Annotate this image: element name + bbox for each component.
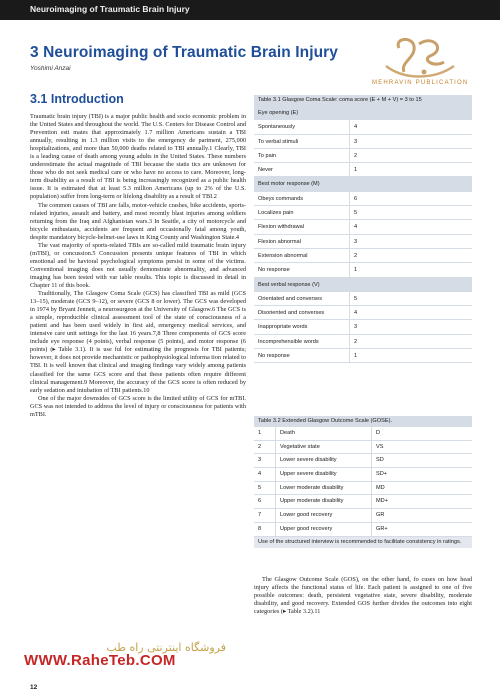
table-caption: Table 3.1 Glasgow Coma Scale: coma score (E + M + V) = 3 to 15: [254, 95, 472, 106]
table-row: 2 Vegetative state VS: [254, 441, 472, 455]
body-text-left: [30, 113, 246, 419]
paragraph: The common causes of TBI are falls, motor-vehicle crashes, bike accidents, sports-related injuries, assault and battery, and most recently blast injuries among soldiers returning from the Iraq and Afghanistan wars.3 In Seattle, a city of motorcycle and bicycle enthusiasts, accidents are frequent and occasionally fatal among youth, despite mandatory bicycle-helmet-use laws in King County and Washington State.4: [30, 201, 246, 241]
chapter-title: 3 Neuroimaging of Traumatic Brain Injury: [30, 44, 339, 61]
table-row: Disoriented and converses 4: [254, 306, 472, 320]
body-text-right: [254, 576, 472, 616]
chapter-author: Yoshimi Anzai: [30, 65, 71, 72]
table-row: Spontaneously 4: [254, 120, 472, 134]
table-row: To pain 2: [254, 149, 472, 163]
page-number: 12: [30, 684, 38, 691]
paragraph: Traumatic brain injury (TBI) is a major public health and socio economic problem in the United States and throughout the world. The U.S. Centers for Disease Control and Prevention esti mates that approximately 1.7 million Americans sustain a TBI annually, resulting in 1.3 million visits to the emergency de partment, 275,000 hospitalizations, and more than 50,000 deaths related to TBI annually.1 Clearly, TBI is a leading cause of death among young adults in the United States. These numbers underestimate the actual magnitude of TBI because the statis tics are unknown for those who do not seek medical care or who have no access to care. Moreover, long-term disability as a result of TBI is being increasingly recognized as a public health issue. It is estimated that at least 5.3 million Americans (up to 2% of the U.S. population) suffer from long-term or lifelong disability as a result of TBI.2: [30, 113, 246, 201]
table-row: Flexion abnormal 3: [254, 235, 472, 249]
table-row: 4 Upper severe disability SD+: [254, 468, 472, 482]
table-row: To verbal stimuli 3: [254, 135, 472, 149]
table-row: 1 Death D: [254, 427, 472, 441]
table-row: 3 Lower severe disability SD: [254, 454, 472, 468]
running-header-bar: [0, 0, 500, 20]
table-glasgow-coma-scale: [254, 95, 472, 363]
table-group-heading: Best motor response (M): [254, 177, 472, 191]
table-row: Incomprehensible words 2: [254, 335, 472, 349]
section-title: 3.1 Introduction: [30, 92, 124, 106]
table-row: Obeys commands 6: [254, 192, 472, 206]
table-row: No response 1: [254, 349, 472, 363]
table-row: Orientated and converses 5: [254, 292, 472, 306]
table-caption: Table 3.2 Extended Glasgow Outcome Scale (GOSE).: [254, 416, 472, 427]
running-header-title: Neuroimaging of Traumatic Brain Injury: [30, 4, 190, 14]
table-row: Never 1: [254, 163, 472, 177]
logo-lettering: MEHRAVIN PUBLICATION: [372, 80, 469, 86]
watermark-persian-text: فروشگاه اینترنتی راه طب: [106, 641, 226, 654]
paragraph: One of the major downsides of GCS score is the limited utility of GCS for mTBI. GCS was not intended to address the level of injury or consciousness for patients with mTBI.: [30, 394, 246, 418]
table-row: 8 Upper good recovery GR+: [254, 523, 472, 537]
table-row: Localizes pain 5: [254, 206, 472, 220]
table-row: Inappropriate words 3: [254, 320, 472, 334]
paragraph: The vast majority of sports-related TBIs are so-called mild traumatic brain injury (mTBI), or concussion.5 Concussion presents unique features of TBI in which emotional and be havioral psychological symptoms persist in some of the victims. Conventional imaging does not usually demonstrate abnormality, and advanced imaging has been tested with var iable results. This topic is discussed in detail in Chapter 11 of this book.: [30, 241, 246, 289]
table-row: Flexion withdrawal 4: [254, 220, 472, 234]
table-group-heading: Eye opening (E): [254, 106, 472, 120]
watermark-url: WWW.RaheTeb.COM: [24, 652, 176, 669]
table-row: No response 1: [254, 263, 472, 277]
table-group-heading: Best verbal response (V): [254, 278, 472, 292]
table-row: Extension abnormal 2: [254, 249, 472, 263]
table-extended-glasgow-outcome-scale: [254, 416, 472, 548]
table-row: 7 Lower good recovery GR: [254, 509, 472, 523]
paragraph: The Glasgow Outcome Scale (GOS), on the other hand, fo cuses on how head injury affects the functional status of life. Each patient is assigned to one of five possible outcomes: death, persistent vegetative state, severe disability, moderate disability, and good recovery. Extended GOS further divides the outcomes into eight categories (▸ Table 3.2).11: [254, 576, 472, 616]
table-footnote: Use of the structured interview is recommended to facilitate consistency in ratings.: [254, 537, 472, 549]
table-row: 5 Lower moderate disability MD: [254, 482, 472, 496]
paragraph: Traditionally, The Glasgow Coma Scale (GCS) has classified TBI as mild (GCS 13–15), moderate (GCS 9–12), or severe (GCS 8 or lower). The GCS was developed in 1974 by Bryant Jennett, a neurosurgeon at the University of Glasgow.6 The GCS is a simple, reproducible clinical assessment tool of the state of consciousness of a patient and has been used widely in first aid, emergency medical services, and intensive care unit settings for the last 16 years.7,8 Three components of GCS score include eye response (4 points), verbal response (5 points), and motor response (6 points) (▸ Table 3.1). It is use ful for estimating the prognosis for TBI patients; however, it does not provide mechanistic or pathophysiological informa tion related to TBI. It is well known that clinical and imaging findings vary widely among patients classified for the same GCS score and that these patients often require different clinical management.9 Moreover, the accuracy of the GCS score is often reduced by early sedation and intubation of TBI patients.10: [30, 290, 247, 394]
table-row: 6 Upper moderate disability MD+: [254, 495, 472, 509]
